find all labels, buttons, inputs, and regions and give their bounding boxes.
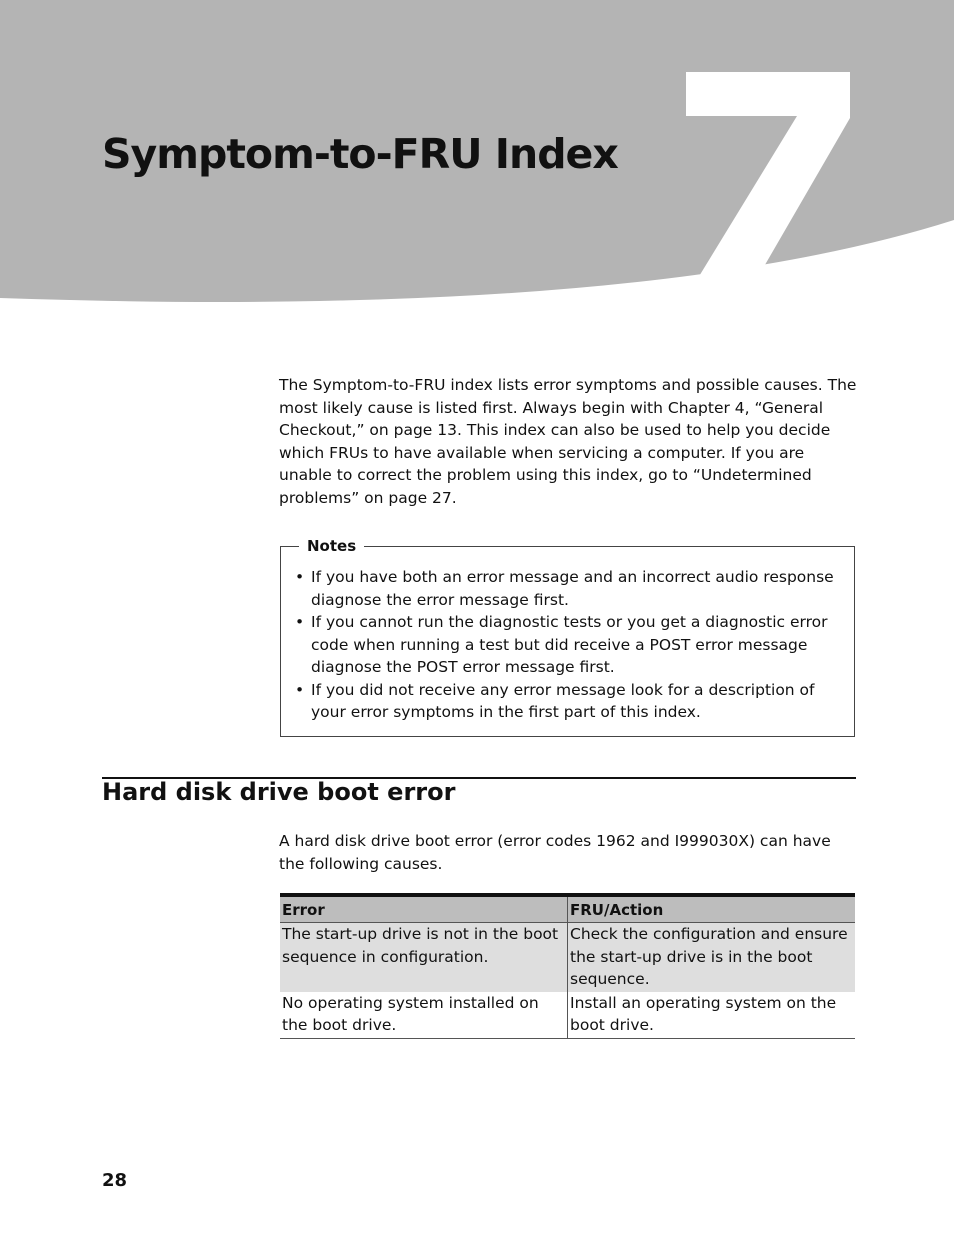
bullet: •	[295, 680, 305, 699]
table-cell-error: The start-up drive is not in the boot sequence in configuration.	[280, 923, 568, 992]
table-cell-error: No operating system installed on the boot drive.	[280, 992, 568, 1039]
section-intro-paragraph: A hard disk drive boot error (error codes 1962 and I999030X) can have the following causes.	[279, 832, 831, 873]
section-title: Hard disk drive boot error	[102, 778, 456, 806]
page-number: 28	[102, 1170, 128, 1191]
notes-list	[295, 566, 840, 724]
list-item	[295, 566, 840, 611]
causes-table	[280, 893, 855, 1039]
column-header-fru-action: FRU/Action	[568, 895, 856, 923]
note-text: If you cannot run the diagnostic tests or you get a diagnostic error code when running a test but did receive a POST error message diagnose the POST error message first.	[311, 613, 828, 676]
notes-box	[280, 537, 855, 737]
table-cell-action: Check the configuration and ensure the start-up drive is in the boot sequence.	[568, 923, 856, 992]
table-row	[280, 923, 855, 992]
table-cell-action: Install an operating system on the boot drive.	[568, 992, 856, 1039]
table-row	[280, 992, 855, 1039]
list-item	[295, 611, 840, 679]
list-item	[295, 679, 840, 724]
table-header-row	[280, 895, 855, 923]
intro-paragraph: The Symptom-to-FRU index lists error symptoms and possible causes. The most likely cause is listed first. Always begin with Chapter 4, “General Checkout,” on page 13. This index can also be used to help you decide which FRUs to have available when servicing a computer. If you are unable to correct the problem using this index, go to “Undetermined problems” on page 27.	[279, 376, 857, 507]
note-text: If you did not receive any error message look for a description of your error symptoms in the first part of this index.	[311, 680, 815, 721]
notes-label: Notes	[299, 535, 364, 557]
column-header-error: Error	[280, 895, 568, 923]
bullet: •	[295, 613, 305, 631]
note-text: If you have both an error message and an incorrect audio response diagnose the error message first.	[311, 568, 834, 609]
chapter-title: Symptom-to-FRU Index	[102, 130, 618, 178]
bullet: •	[295, 568, 305, 586]
